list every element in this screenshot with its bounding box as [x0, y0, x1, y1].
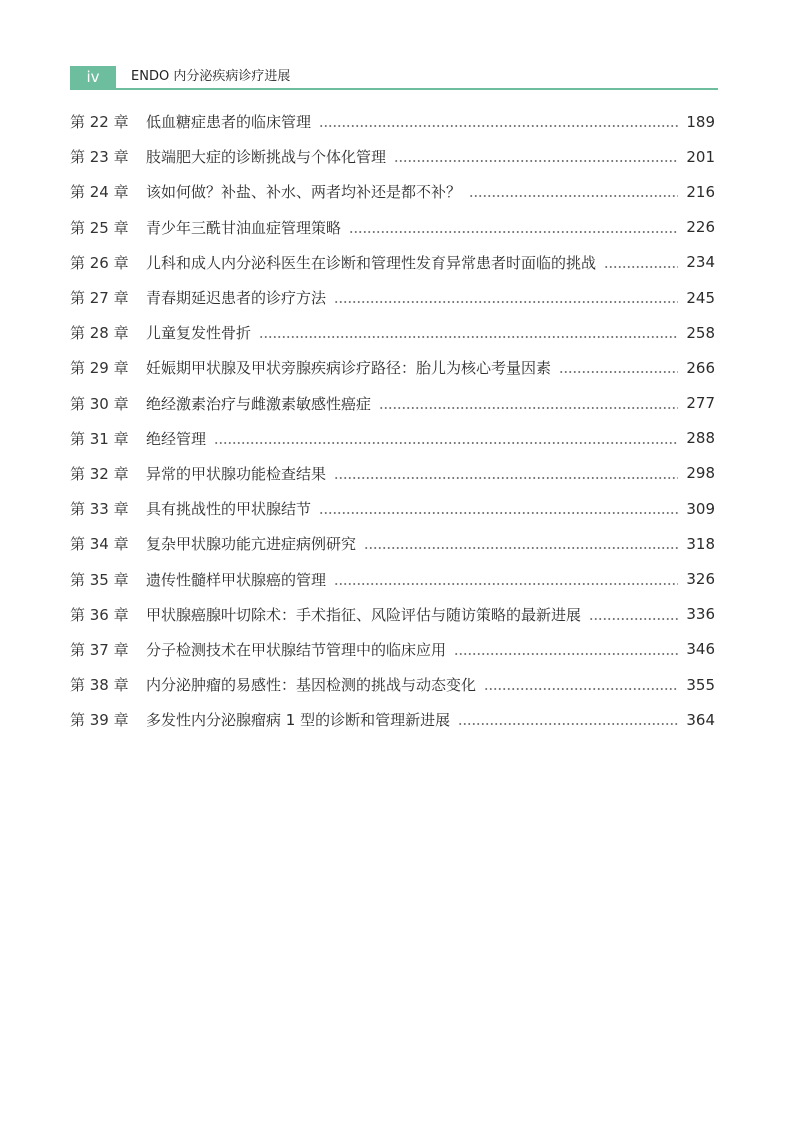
chapter-title: 异常的甲状腺功能检查结果	[146, 464, 327, 483]
chapter-title: 青少年三酰甘油血症管理策略	[146, 218, 342, 237]
page-number: 258	[686, 323, 715, 342]
chapter-title: 甲状腺癌腺叶切除术：手术指征、风险评估与随访策略的最新进展	[146, 605, 582, 624]
page-number: 201	[686, 147, 715, 166]
page-number: 216	[686, 182, 715, 201]
chapter-number: 第 23 章	[70, 148, 129, 167]
chapter-number: 第 25 章	[70, 218, 129, 237]
page-number-tag: iv	[70, 66, 116, 88]
toc-entry	[70, 561, 715, 596]
toc-entry	[70, 280, 715, 315]
toc-entry	[70, 104, 715, 139]
toc-entry	[70, 386, 715, 421]
chapter-number: 第 33 章	[70, 500, 129, 519]
dot-leader	[458, 712, 678, 727]
chapter-number: 第 22 章	[70, 113, 129, 132]
page-number: 189	[686, 112, 715, 131]
toc-entry	[70, 139, 715, 174]
chapter-number: 第 32 章	[70, 464, 129, 483]
page-number: 355	[686, 675, 715, 694]
chapter-number: 第 34 章	[70, 535, 129, 554]
dot-leader	[589, 607, 678, 622]
toc-entry	[70, 667, 715, 702]
header-rule	[70, 88, 718, 90]
page-number: 346	[686, 640, 715, 659]
chapter-number: 第 38 章	[70, 676, 129, 695]
dot-leader	[319, 501, 678, 516]
chapter-title: 儿童复发性骨折	[146, 324, 252, 343]
chapter-number: 第 29 章	[70, 359, 129, 378]
chapter-number: 第 28 章	[70, 324, 129, 343]
toc-entry	[70, 245, 715, 280]
chapter-title: 绝经激素治疗与雌激素敏感性癌症	[146, 394, 372, 413]
dot-leader	[379, 396, 678, 411]
toc-entry	[70, 315, 715, 350]
page-number: 326	[686, 570, 715, 589]
chapter-title: 绝经管理	[146, 429, 207, 448]
chapter-title: 该如何做？补盐、补水、两者均补还是都不补？	[146, 183, 462, 202]
toc-entry	[70, 174, 715, 209]
dot-leader	[349, 220, 678, 235]
chapter-title: 具有挑战性的甲状腺结节	[146, 500, 312, 519]
dot-leader	[454, 642, 678, 657]
dot-leader	[484, 677, 678, 692]
running-header	[70, 66, 718, 90]
table-of-contents	[70, 104, 715, 737]
page-number: 277	[686, 394, 715, 413]
page-number: 364	[686, 710, 715, 729]
chapter-title: 分子检测技术在甲状腺结节管理中的临床应用	[146, 640, 447, 659]
dot-leader	[364, 536, 678, 551]
chapter-number: 第 31 章	[70, 429, 129, 448]
chapter-title: 肢端肥大症的诊断挑战与个体化管理	[146, 148, 387, 167]
toc-entry	[70, 597, 715, 632]
chapter-number: 第 24 章	[70, 183, 129, 202]
chapter-title: 复杂甲状腺功能亢进症病例研究	[146, 535, 357, 554]
toc-entry	[70, 702, 715, 737]
page-number: 266	[686, 358, 715, 377]
chapter-title: 青春期延迟患者的诊疗方法	[146, 289, 327, 308]
page-number: 288	[686, 429, 715, 448]
dot-leader	[559, 360, 678, 375]
toc-entry	[70, 350, 715, 385]
toc-entry	[70, 632, 715, 667]
chapter-title: 内分泌肿瘤的易感性：基因检测的挑战与动态变化	[146, 676, 477, 695]
dot-leader	[259, 325, 678, 340]
dot-leader	[394, 149, 678, 164]
toc-entry	[70, 491, 715, 526]
page-number: 234	[686, 253, 715, 272]
dot-leader	[334, 572, 678, 587]
dot-leader	[604, 255, 678, 270]
dot-leader	[469, 184, 678, 199]
chapter-number: 第 26 章	[70, 253, 129, 272]
dot-leader	[319, 114, 678, 129]
chapter-title: 妊娠期甲状腺及甲状旁腺疾病诊疗路径：胎儿为核心考量因素	[146, 359, 552, 378]
chapter-title: 多发性内分泌腺瘤病 1 型的诊断和管理新进展	[146, 711, 451, 730]
chapter-title: 遗传性髓样甲状腺癌的管理	[146, 570, 327, 589]
chapter-number: 第 30 章	[70, 394, 129, 413]
page-number: 226	[686, 218, 715, 237]
chapter-number: 第 39 章	[70, 711, 129, 730]
dot-leader	[214, 431, 678, 446]
toc-entry	[70, 210, 715, 245]
book-title: ENDO 内分泌疾病诊疗进展	[131, 69, 291, 84]
chapter-title: 低血糖症患者的临床管理	[146, 113, 312, 132]
chapter-title: 儿科和成人内分泌科医生在诊断和管理性发育异常患者时面临的挑战	[146, 253, 597, 272]
chapter-number: 第 36 章	[70, 605, 129, 624]
chapter-number: 第 37 章	[70, 640, 129, 659]
page-number: 298	[686, 464, 715, 483]
dot-leader	[334, 290, 678, 305]
page-number: 336	[686, 605, 715, 624]
page-number: 245	[686, 288, 715, 307]
chapter-number: 第 35 章	[70, 570, 129, 589]
page-number: 318	[686, 534, 715, 553]
page-number: 309	[686, 499, 715, 518]
toc-entry	[70, 421, 715, 456]
dot-leader	[334, 466, 678, 481]
toc-entry	[70, 526, 715, 561]
toc-entry	[70, 456, 715, 491]
chapter-number: 第 27 章	[70, 289, 129, 308]
